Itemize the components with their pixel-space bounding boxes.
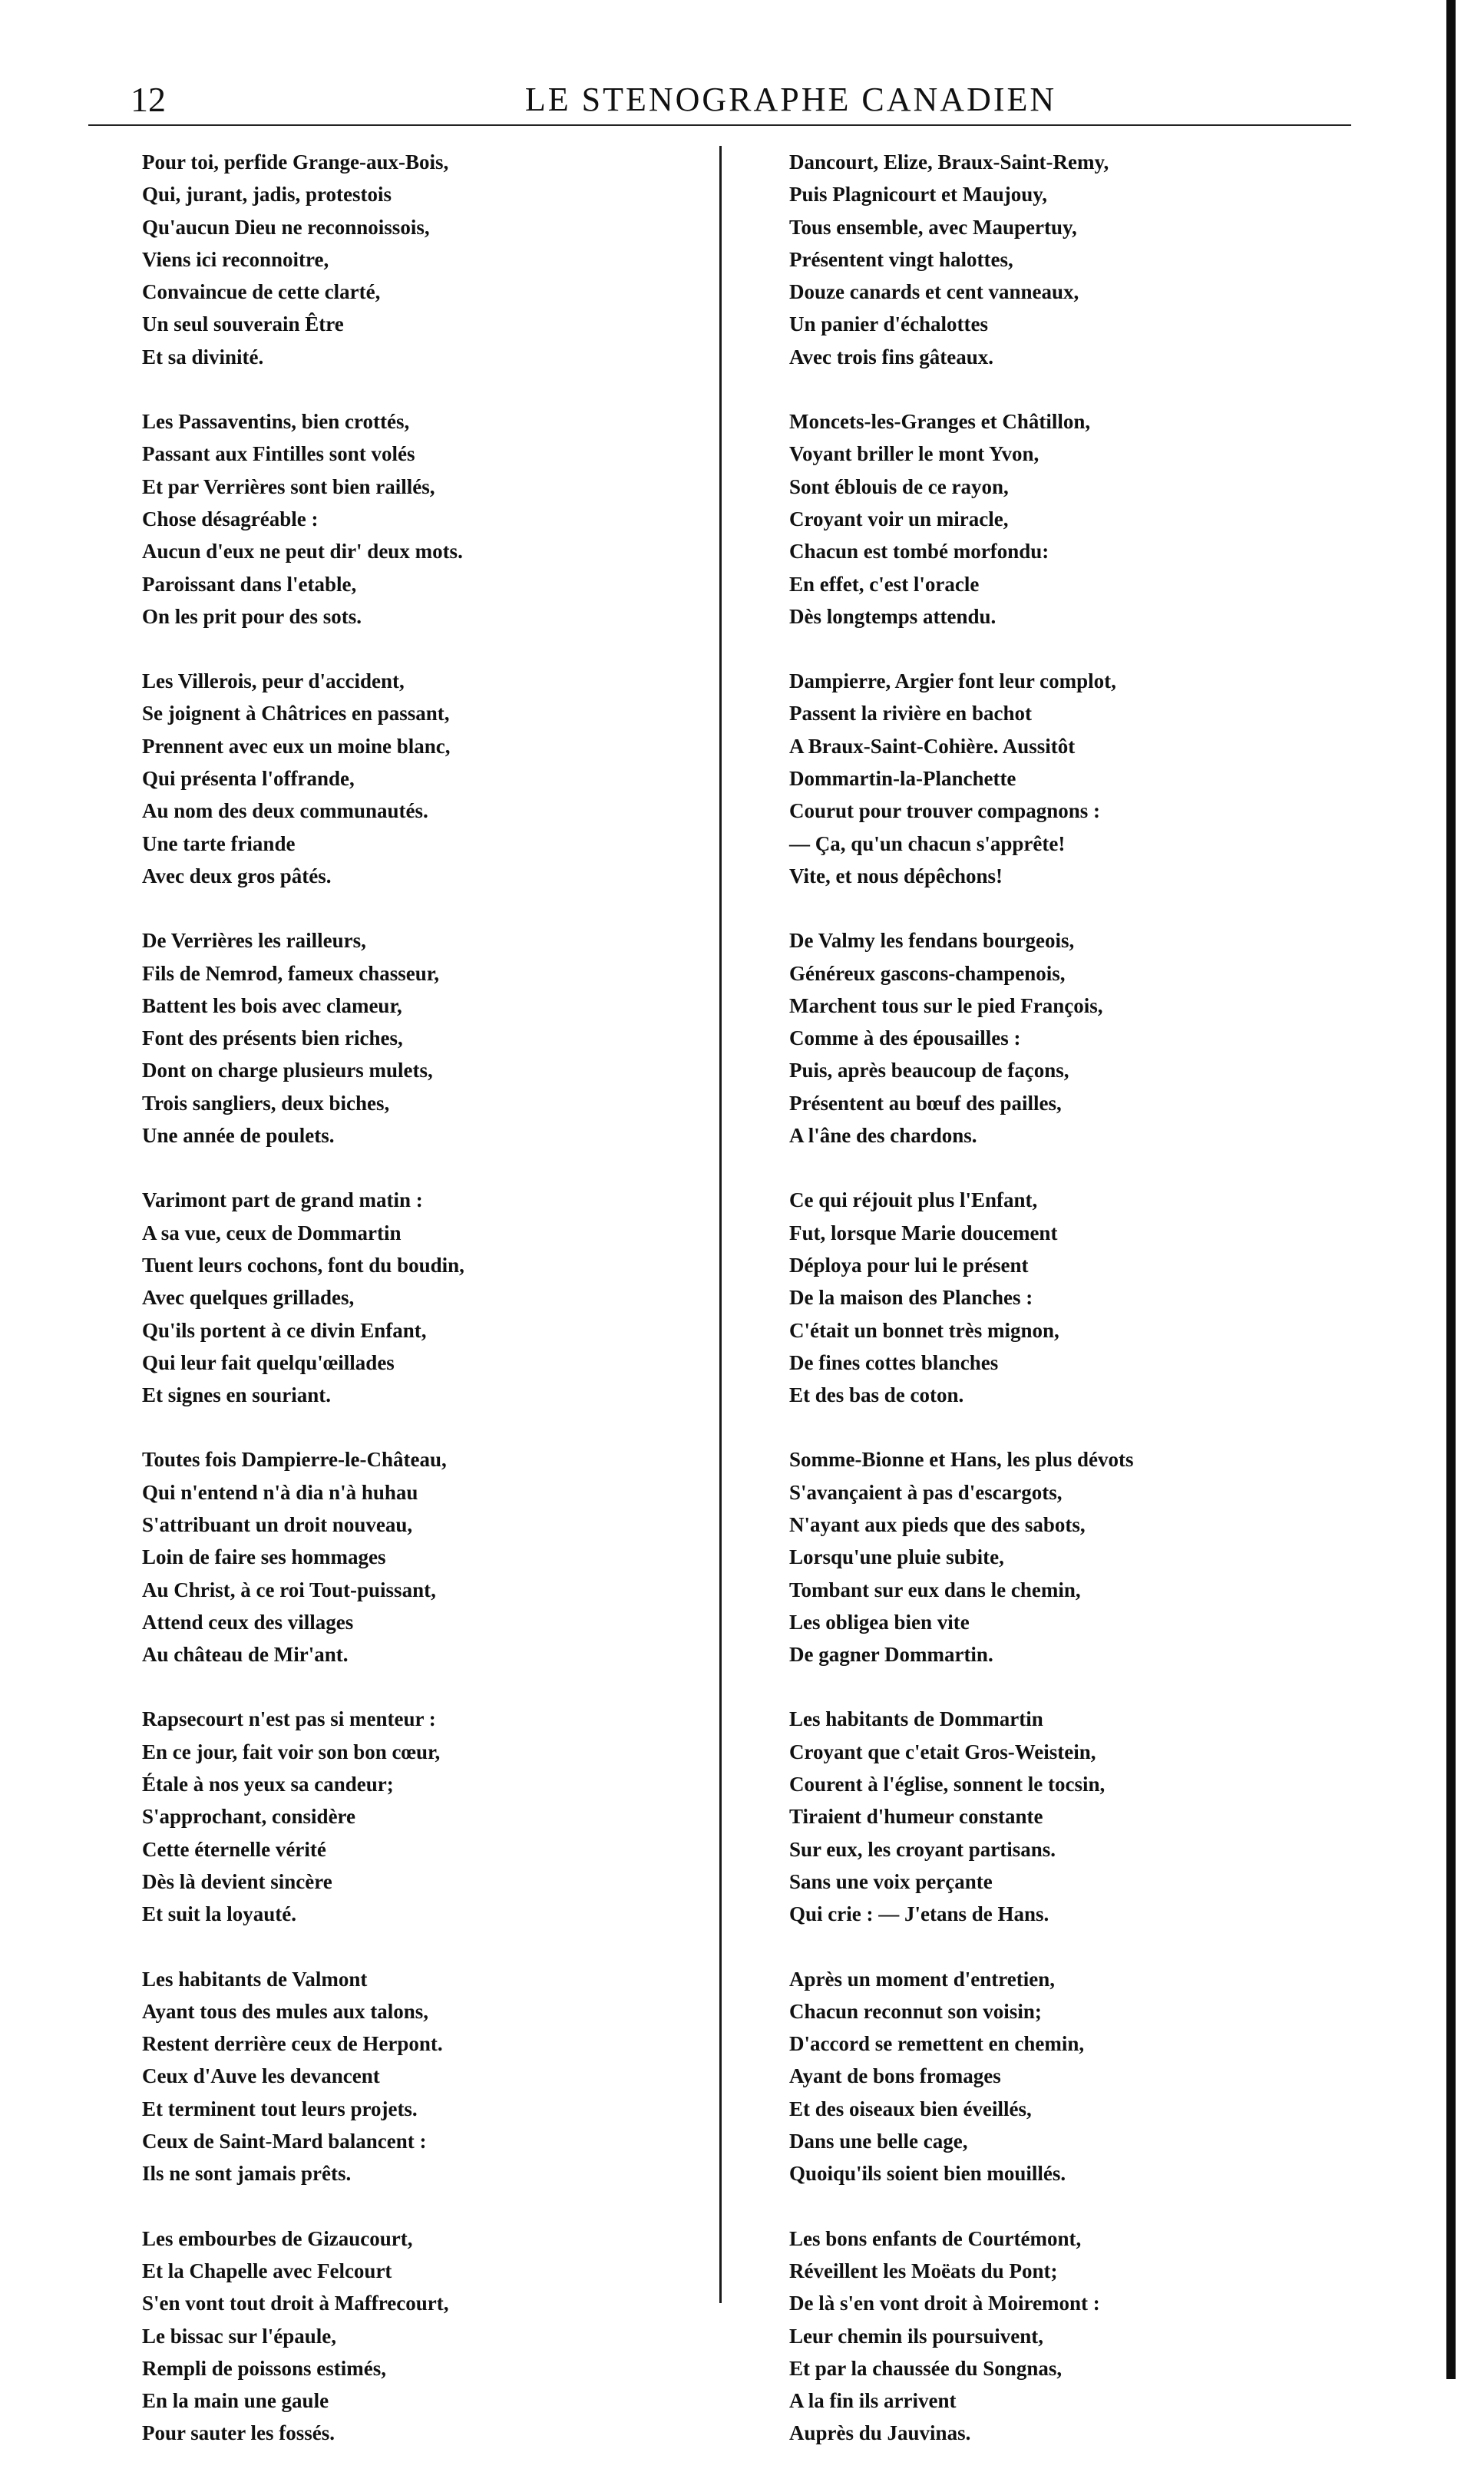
header-rule: [88, 124, 1351, 126]
verse-line: Et des bas de coton.: [789, 1383, 964, 1407]
page-edge-border: [1446, 0, 1456, 2379]
verse-line: Avec quelques grillades,: [142, 1286, 355, 1310]
verse-line: Marchent tous sur le pied François,: [789, 993, 1103, 1017]
verse-line: C'était un bonnet très mignon,: [789, 1318, 1059, 1342]
verse-line: De Valmy les fendans bourgeois,: [789, 929, 1075, 953]
verse-line: Vite, et nous dépêchons!: [789, 864, 1003, 887]
verse-line: Les habitants de Dommartin: [789, 1707, 1043, 1731]
verse-line: Voyant briller le mont Yvon,: [789, 442, 1039, 466]
verse-line: Qu'aucun Dieu ne reconnoissois,: [142, 215, 430, 239]
verse-line: Et par la chaussée du Songnas,: [789, 2356, 1063, 2380]
stanza: [142, 1963, 725, 2190]
verse-line: Dont on charge plusieurs mulets,: [142, 1059, 433, 1082]
stanza: [789, 1443, 1373, 1671]
right-column: [789, 146, 1373, 2482]
verse-line: D'accord se remettent en chemin,: [789, 2032, 1085, 2056]
stanza: [789, 1703, 1373, 1930]
verse-line: Ce qui réjouit plus l'Enfant,: [789, 1188, 1038, 1212]
verse-line: Font des présents bien riches,: [142, 1026, 403, 1050]
verse-line: Un seul souverain Être: [142, 312, 344, 336]
verse-line: Sont éblouis de ce rayon,: [789, 474, 1009, 498]
verse-line: Une année de poulets.: [142, 1124, 335, 1148]
verse-line: Ayant tous des mules aux talons,: [142, 1999, 429, 2023]
verse-line: De gagner Dommartin.: [789, 1643, 993, 1667]
page-number: 12: [131, 80, 166, 119]
verse-line: Battent les bois avec clameur,: [142, 993, 402, 1017]
verse-line: Convaincue de cette clarté,: [142, 280, 381, 304]
verse-line: De la maison des Planches :: [789, 1286, 1033, 1310]
verse-line: Étale à nos yeux sa candeur;: [142, 1773, 394, 1796]
verse-line: N'ayant aux pieds que des sabots,: [789, 1512, 1086, 1536]
verse-line: Puis Plagnicourt et Maujouy,: [789, 183, 1047, 207]
verse-line: Rapsecourt n'est pas si menteur :: [142, 1707, 436, 1731]
verse-line: Au nom des deux communautés.: [142, 799, 428, 823]
verse-line: Dommartin-la-Planchette: [789, 767, 1016, 791]
verse-line: Puis, après beaucoup de façons,: [789, 1059, 1069, 1082]
stanza: [142, 405, 725, 633]
verse-line: De Verrières les railleurs,: [142, 929, 366, 953]
verse-line: S'avançaient à pas d'escargots,: [789, 1480, 1063, 1504]
verse-line: Et par Verrières sont bien raillés,: [142, 474, 435, 498]
verse-line: Paroissant dans l'etable,: [142, 572, 357, 596]
running-title: LE STENOGRAPHE CANADIEN: [524, 81, 1057, 118]
stanza: [789, 405, 1373, 633]
verse-line: Auprès du Jauvinas.: [789, 2421, 971, 2445]
stanza: [789, 924, 1373, 1152]
stanza: [142, 1184, 725, 1411]
verse-line: A sa vue, ceux de Dommartin: [142, 1221, 402, 1244]
verse-line: Fut, lorsque Marie doucement: [789, 1221, 1058, 1244]
stanza: [142, 924, 725, 1152]
verse-line: Qui leur fait quelqu'œillades: [142, 1350, 395, 1374]
verse-line: Restent derrière ceux de Herpont.: [142, 2032, 443, 2056]
verse-line: Généreux gascons-champenois,: [789, 961, 1066, 985]
verse-line: Déploya pour lui le présent: [789, 1253, 1029, 1277]
verse-line: Dès là devient sincère: [142, 1869, 332, 1893]
page-header: [123, 77, 1351, 131]
verse-line: Pour toi, perfide Grange-aux-Bois,: [142, 150, 449, 174]
verse-line: Présentent au bœuf des pailles,: [789, 1091, 1062, 1115]
verse-line: Toutes fois Dampierre-le-Château,: [142, 1448, 447, 1472]
verse-line: Ceux de Saint-Mard balancent :: [142, 2130, 427, 2153]
stanza: [142, 146, 725, 373]
verse-line: Les obligea bien vite: [789, 1610, 970, 1634]
verse-line: Dès longtemps attendu.: [789, 604, 996, 628]
verse-line: Prennent avec eux un moine blanc,: [142, 734, 451, 758]
verse-line: Au château de Mir'ant.: [142, 1643, 349, 1667]
verse-line: Avec deux gros pâtés.: [142, 864, 332, 887]
verse-line: A la fin ils arrivent: [789, 2389, 957, 2413]
verse-line: — Ça, qu'un chacun s'apprête!: [789, 831, 1066, 855]
verse-line: Lorsqu'une pluie subite,: [789, 1545, 1004, 1569]
verse-line: On les prit pour des sots.: [142, 604, 362, 628]
verse-line: Loin de faire ses hommages: [142, 1545, 386, 1569]
verse-line: Courent à l'église, sonnent le tocsin,: [789, 1773, 1106, 1796]
verse-line: Viens ici reconnoitre,: [142, 247, 329, 271]
stanza: [142, 2223, 725, 2450]
verse-line: Ceux d'Auve les devancent: [142, 2064, 380, 2088]
verse-line: S'approchant, considère: [142, 1805, 356, 1829]
verse-line: Et sa divinité.: [142, 345, 264, 368]
verse-line: Et des oiseaux bien éveillés,: [789, 2097, 1032, 2120]
verse-line: Qui crie : — J'etans de Hans.: [789, 1902, 1049, 1926]
verse-line: Sur eux, les croyant partisans.: [789, 1837, 1056, 1861]
verse-line: Dancourt, Elize, Braux-Saint-Remy,: [789, 150, 1109, 174]
verse-line: En la main une gaule: [142, 2389, 329, 2413]
verse-line: De là s'en vont droit à Moiremont :: [789, 2292, 1100, 2315]
stanza: [142, 1443, 725, 1671]
verse-line: Ayant de bons fromages: [789, 2064, 1001, 2088]
verse-line: Pour sauter les fossés.: [142, 2421, 335, 2445]
stanza: [142, 665, 725, 892]
stanza: [142, 1703, 725, 1930]
verse-line: Courut pour trouver compagnons :: [789, 799, 1101, 823]
verse-line: En effet, c'est l'oracle: [789, 572, 980, 596]
verse-line: Ils ne sont jamais prêts.: [142, 2162, 352, 2186]
verse-line: Et signes en souriant.: [142, 1383, 332, 1407]
verse-line: A Braux-Saint-Cohière. Aussitôt: [789, 734, 1076, 758]
verse-line: Et terminent tout leurs projets.: [142, 2097, 418, 2120]
verse-line: Aucun d'eux ne peut dir' deux mots.: [142, 540, 463, 563]
verse-line: De fines cottes blanches: [789, 1350, 999, 1374]
verse-line: Au Christ, à ce roi Tout-puissant,: [142, 1578, 436, 1601]
verse-line: Passent la rivière en bachot: [789, 702, 1032, 725]
verse-line: Passant aux Fintilles sont volés: [142, 442, 415, 466]
verse-line: Somme-Bionne et Hans, les plus dévots: [789, 1448, 1134, 1472]
verse-line: Les Villerois, peur d'accident,: [142, 669, 405, 693]
verse-line: En ce jour, fait voir son bon cœur,: [142, 1740, 441, 1763]
verse-line: Croyant que c'etait Gros-Weistein,: [789, 1740, 1096, 1763]
verse-line: Les habitants de Valmont: [142, 1967, 368, 1991]
verse-line: Qui, jurant, jadis, protestois: [142, 183, 392, 207]
verse-line: Fils de Nemrod, fameux chasseur,: [142, 961, 439, 985]
verse-line: Croyant voir un miracle,: [789, 507, 1009, 530]
verse-line: Moncets-les-Granges et Châtillon,: [789, 410, 1091, 434]
stanza: [789, 665, 1373, 892]
verse-line: Réveillent les Moëats du Pont;: [789, 2259, 1058, 2282]
verse-line: Chacun est tombé morfondu:: [789, 540, 1049, 563]
verse-line: Présentent vingt halottes,: [789, 247, 1013, 271]
verse-line: Tous ensemble, avec Maupertuy,: [789, 215, 1077, 239]
verse-line: Les embourbes de Gizaucourt,: [142, 2226, 413, 2250]
verse-line: Une tarte friande: [142, 831, 296, 855]
verse-line: Se joignent à Châtrices en passant,: [142, 702, 450, 725]
verse-line: Qui présenta l'offrande,: [142, 767, 355, 791]
verse-line: Rempli de poissons estimés,: [142, 2356, 387, 2380]
stanza: [789, 1184, 1373, 1411]
stanza: [789, 146, 1373, 373]
verse-line: Varimont part de grand matin :: [142, 1188, 423, 1212]
verse-line: Douze canards et cent vanneaux,: [789, 280, 1079, 304]
verse-line: Chacun reconnut son voisin;: [789, 1999, 1042, 2023]
verse-line: S'en vont tout droit à Maffrecourt,: [142, 2292, 449, 2315]
verse-line: Cette éternelle vérité: [142, 1837, 326, 1861]
verse-line: Un panier d'échalottes: [789, 312, 989, 336]
stanza: [789, 1963, 1373, 2190]
verse-line: Qu'ils portent à ce divin Enfant,: [142, 1318, 427, 1342]
stanza: [789, 2223, 1373, 2450]
verse-line: Dampierre, Argier font leur complot,: [789, 669, 1116, 693]
verse-line: Et suit la loyauté.: [142, 1902, 297, 1926]
verse-line: Les bons enfants de Courtémont,: [789, 2226, 1082, 2250]
verse-line: Tiraient d'humeur constante: [789, 1805, 1043, 1829]
verse-line: Leur chemin ils poursuivent,: [789, 2324, 1044, 2348]
verse-line: Et la Chapelle avec Felcourt: [142, 2259, 392, 2282]
verse-line: Quoiqu'ils soient bien mouillés.: [789, 2162, 1066, 2186]
verse-line: Avec trois fins gâteaux.: [789, 345, 993, 368]
verse-line: Chose désagréable :: [142, 507, 319, 530]
verse-line: Attend ceux des villages: [142, 1610, 354, 1634]
verse-line: Sans une voix perçante: [789, 1869, 993, 1893]
verse-line: Comme à des épousailles :: [789, 1026, 1021, 1050]
verse-line: Qui n'entend n'à dia n'à huhau: [142, 1480, 418, 1504]
verse-line: A l'âne des chardons.: [789, 1124, 977, 1148]
left-column: [142, 146, 725, 2482]
verse-line: Après un moment d'entretien,: [789, 1967, 1055, 1991]
verse-line: Dans une belle cage,: [789, 2130, 968, 2153]
verse-line: Les Passaventins, bien crottés,: [142, 410, 410, 434]
verse-line: Tuent leurs cochons, font du boudin,: [142, 1253, 464, 1277]
verse-line: Trois sangliers, deux biches,: [142, 1091, 390, 1115]
verse-line: Tombant sur eux dans le chemin,: [789, 1578, 1081, 1601]
verse-line: Le bissac sur l'épaule,: [142, 2324, 337, 2348]
verse-line: S'attribuant un droit nouveau,: [142, 1512, 413, 1536]
